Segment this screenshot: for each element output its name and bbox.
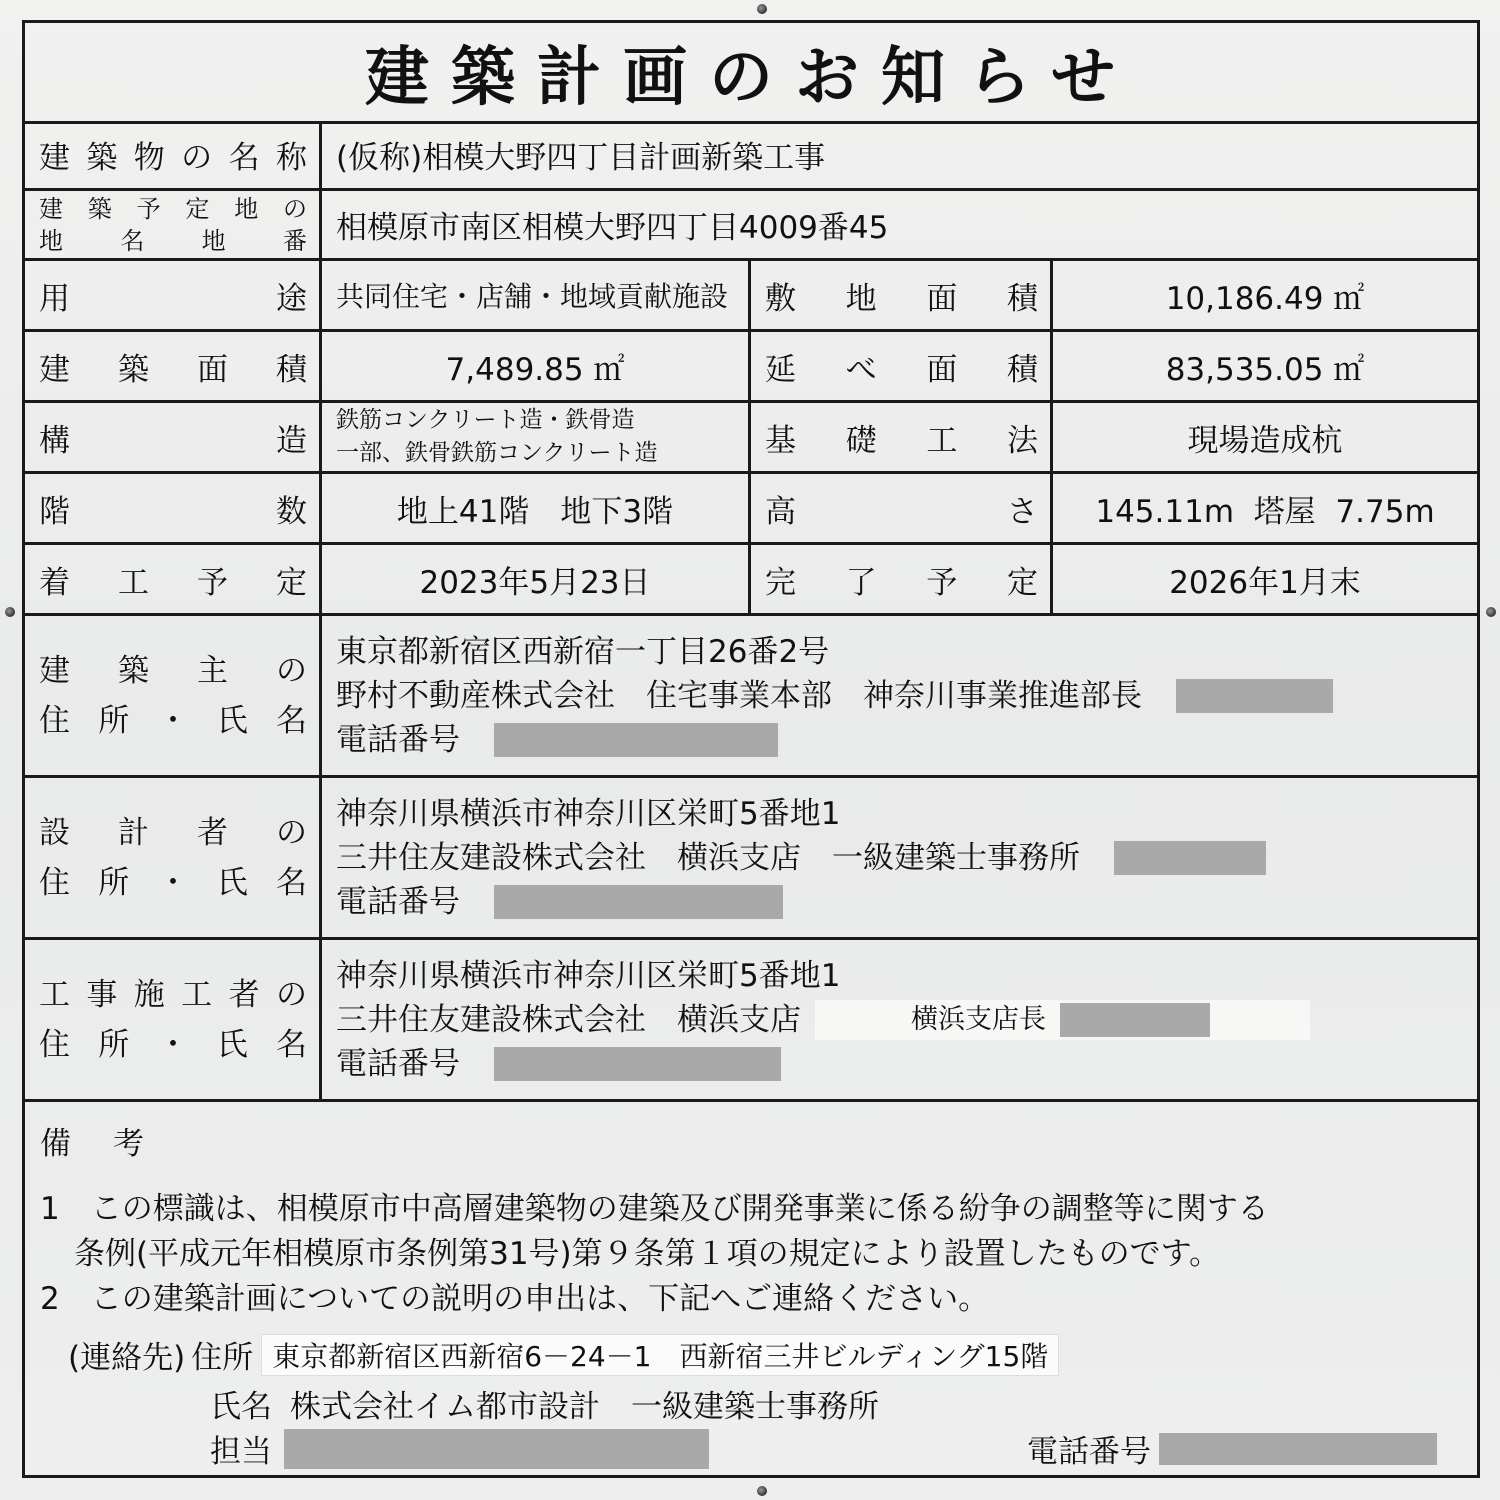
phone-label: 電話番号 xyxy=(336,883,460,920)
contact-name: 株式会社イム都市設計 一級建築士事務所 xyxy=(290,1389,879,1425)
value-building-name: (仮称)相模大野四丁目計画新築工事 xyxy=(322,121,1477,191)
label-char: 所 xyxy=(98,702,130,739)
label-char: 主 xyxy=(197,652,228,689)
label-char: 工 xyxy=(39,976,70,1013)
contractor-address: 神奈川県横浜市神奈川区栄町5番地1 xyxy=(336,957,841,994)
label-char: 構 xyxy=(39,422,70,459)
label-char: 築 xyxy=(118,652,149,689)
contact-person-row xyxy=(68,1426,1468,1471)
value-site: 相模原市南区相模大野四丁目4009番45 xyxy=(322,191,1477,261)
spread-label xyxy=(39,646,307,696)
label-char: 名 xyxy=(228,140,260,176)
screw-icon xyxy=(757,1486,767,1496)
contractor-company: 三井住友建設株式会社 横浜支店 xyxy=(336,1001,801,1038)
label-char: 敷 xyxy=(765,280,796,317)
spread-label xyxy=(39,557,307,602)
label-char: 積 xyxy=(1006,351,1038,388)
label-char: 建 xyxy=(39,140,70,176)
label-char: 予 xyxy=(926,564,958,601)
label-floors xyxy=(25,474,322,545)
redacted-box xyxy=(494,723,778,757)
label-char: 用 xyxy=(39,280,70,317)
label-char: 称 xyxy=(275,140,307,176)
designer-company: 三井住友建設株式会社 横浜支店 一級建築士事務所 xyxy=(336,839,1080,876)
spread-label xyxy=(39,696,307,746)
redacted-box xyxy=(1060,1003,1210,1037)
remark-item: 2 この建築計画についての説明の申出は、下記へご連絡ください。 xyxy=(40,1281,990,1317)
label-char: 築 xyxy=(87,194,112,223)
label-char: の xyxy=(181,140,213,176)
value-start: 2023年5月23日 xyxy=(322,545,751,616)
redacted-box xyxy=(1159,1433,1437,1465)
label-char: 建 xyxy=(39,351,70,388)
label-char: 工 xyxy=(118,564,149,601)
screw-icon xyxy=(1486,607,1496,617)
label-site-area xyxy=(751,261,1053,332)
label-char: 完 xyxy=(765,564,796,601)
value-designer xyxy=(322,778,1477,940)
contractor-position: 横浜支店長 xyxy=(911,1003,1046,1035)
contact-address-label: 住所 xyxy=(191,1340,254,1376)
label-char: 途 xyxy=(276,280,307,317)
contact-name-label: 氏名 xyxy=(210,1389,272,1425)
label-char: 名 xyxy=(120,226,145,255)
label-char: 者 xyxy=(228,976,260,1013)
label-char: 面 xyxy=(926,351,958,388)
label-char: 予 xyxy=(136,194,161,223)
label-owner xyxy=(25,616,322,778)
label-char: 工 xyxy=(181,976,213,1013)
value-owner xyxy=(322,616,1477,778)
label-char: 基 xyxy=(765,422,796,459)
label-char: 者 xyxy=(197,814,228,851)
spread-label xyxy=(39,225,307,257)
remarks-section xyxy=(40,1118,1460,1322)
label-char: 面 xyxy=(926,280,958,317)
value-use: 共同住宅・店舗・地域貢献施設 xyxy=(322,261,751,332)
redacted-box xyxy=(284,1429,709,1469)
label-char: 予 xyxy=(197,564,228,601)
label-char: 築 xyxy=(86,140,118,176)
label-site xyxy=(25,191,322,261)
label-char: の xyxy=(275,976,307,1013)
screw-icon xyxy=(757,4,767,14)
contact-address-row xyxy=(68,1332,1468,1377)
label-use xyxy=(25,261,322,332)
label-char: 建 xyxy=(39,652,70,689)
label-char: 建 xyxy=(39,194,63,223)
owner-company: 野村不動産株式会社 住宅事業本部 神奈川事業推進部長 xyxy=(336,677,1142,714)
spread-label xyxy=(39,970,307,1020)
label-total-floor-area xyxy=(751,332,1053,403)
spread-label xyxy=(39,858,307,908)
value-total-floor-area: 83,535.05 ㎡ xyxy=(1053,332,1477,403)
spread-label xyxy=(39,344,307,389)
spread-label xyxy=(39,486,307,531)
label-char: の xyxy=(282,194,307,223)
spread-label xyxy=(39,415,307,460)
redacted-box xyxy=(1114,841,1266,875)
structure-line: 鉄筋コンクリート造・鉄骨造 xyxy=(336,407,635,433)
label-char: 地 xyxy=(39,226,63,255)
label-char: 地 xyxy=(201,226,226,255)
contact-prefix: (連絡先) xyxy=(68,1340,186,1376)
label-char: 名 xyxy=(276,864,307,901)
label-char: 事 xyxy=(86,976,118,1013)
owner-company-row xyxy=(336,674,1333,718)
spread-label xyxy=(765,486,1038,531)
label-char: 延 xyxy=(765,351,796,388)
label-char: 計 xyxy=(118,814,149,851)
label-char: の xyxy=(276,652,307,689)
phone-label: 電話番号 xyxy=(336,1045,460,1082)
label-start xyxy=(25,545,322,616)
remark-item: 1 この標識は、相模原市中高層建築物の建築及び開発事業に係る紛争の調整等に関する xyxy=(40,1191,1269,1227)
label-char: 法 xyxy=(1006,422,1038,459)
contact-person-label: 担当 xyxy=(210,1434,272,1470)
label-char: 定 xyxy=(185,194,210,223)
value-contractor xyxy=(322,940,1477,1102)
label-char: 地 xyxy=(234,194,259,223)
spread-label xyxy=(39,1020,307,1070)
spread-label xyxy=(765,557,1038,602)
contact-address: 東京都新宿区西新宿6－24－1 西新宿三井ビルディング15階 xyxy=(261,1334,1059,1376)
label-char: 着 xyxy=(39,564,70,601)
label-char: 氏 xyxy=(216,864,248,901)
contractor-phone-row xyxy=(336,1042,781,1086)
label-char: 積 xyxy=(1006,280,1038,317)
label-char: 了 xyxy=(845,564,877,601)
label-char: 設 xyxy=(39,814,70,851)
label-foundation xyxy=(751,403,1053,474)
label-structure xyxy=(25,403,322,474)
designer-company-row xyxy=(336,836,1266,880)
label-building-name xyxy=(25,121,322,191)
label-char: 所 xyxy=(98,864,130,901)
owner-address: 東京都新宿区西新宿一丁目26番2号 xyxy=(336,633,830,670)
spread-label xyxy=(39,808,307,858)
phone-label: 電話番号 xyxy=(336,721,460,758)
redacted-box xyxy=(494,1047,781,1081)
value-foundation: 現場造成杭 xyxy=(1053,403,1477,474)
value-completion: 2026年1月末 xyxy=(1053,545,1477,616)
value-floors: 地上41階 地下3階 xyxy=(322,474,751,545)
label-height xyxy=(751,474,1053,545)
spread-label xyxy=(39,273,307,318)
screw-icon xyxy=(5,607,15,617)
value-site-area: 10,186.49 ㎡ xyxy=(1053,261,1477,332)
label-char: 定 xyxy=(276,564,307,601)
redacted-box xyxy=(1176,679,1333,713)
label-char: 物 xyxy=(133,140,165,176)
label-designer xyxy=(25,778,322,940)
label-char: 名 xyxy=(276,702,307,739)
label-char: 数 xyxy=(276,493,307,530)
label-char: 高 xyxy=(765,493,796,530)
remarks-heading: 備考 xyxy=(40,1126,186,1162)
label-char: さ xyxy=(1007,493,1038,530)
owner-phone-row xyxy=(336,718,778,762)
label-char: 造 xyxy=(276,422,307,459)
label-char: 番 xyxy=(282,226,307,255)
designer-phone-row xyxy=(336,880,783,924)
label-char: 礎 xyxy=(845,422,877,459)
label-contractor xyxy=(25,940,322,1102)
label-char: 築 xyxy=(118,351,149,388)
label-char: 積 xyxy=(276,351,307,388)
label-char: 地 xyxy=(845,280,877,317)
label-char: 定 xyxy=(1006,564,1038,601)
label-char: べ xyxy=(845,351,877,388)
label-char: 住 xyxy=(39,864,70,901)
label-char: ・ xyxy=(157,1026,189,1063)
value-height: 145.11m 塔屋 7.75m xyxy=(1053,474,1477,545)
label-completion xyxy=(751,545,1053,616)
label-char: の xyxy=(276,814,307,851)
label-building-area xyxy=(25,332,322,403)
label-char: ・ xyxy=(157,864,189,901)
label-char: 名 xyxy=(276,1026,307,1063)
contact-name-row xyxy=(68,1381,1468,1426)
label-char: 施 xyxy=(133,976,165,1013)
contact-section xyxy=(68,1332,1468,1471)
contractor-company-row xyxy=(336,998,1310,1042)
spread-label xyxy=(765,344,1038,389)
designer-address: 神奈川県横浜市神奈川区栄町5番地1 xyxy=(336,795,841,832)
label-char: 面 xyxy=(197,351,228,388)
page-title: 建築計画のお知らせ xyxy=(25,23,1477,124)
redacted-box xyxy=(494,885,783,919)
value-structure xyxy=(322,403,751,474)
value-building-area: 7,489.85 ㎡ xyxy=(322,332,751,403)
label-char: 氏 xyxy=(216,1026,248,1063)
spread-label xyxy=(39,132,307,177)
label-char: ・ xyxy=(157,702,189,739)
label-char: 氏 xyxy=(216,702,248,739)
position-patch xyxy=(815,1000,1310,1040)
contact-phone-label: 電話番号 xyxy=(1027,1434,1151,1470)
remark-item: 条例(平成元年相模原市条例第31号)第９条第１項の規定により設置したものです。 xyxy=(74,1236,1221,1272)
info-table xyxy=(25,121,1477,1102)
label-char: 住 xyxy=(39,1026,70,1063)
label-char: 階 xyxy=(39,493,70,530)
spread-label xyxy=(39,193,307,225)
spread-label xyxy=(765,415,1038,460)
label-char: 住 xyxy=(39,702,70,739)
label-char: 所 xyxy=(98,1026,130,1063)
spread-label xyxy=(765,273,1038,318)
label-char: 工 xyxy=(926,422,958,459)
structure-line: 一部、鉄骨鉄筋コンクリート造 xyxy=(336,440,658,466)
